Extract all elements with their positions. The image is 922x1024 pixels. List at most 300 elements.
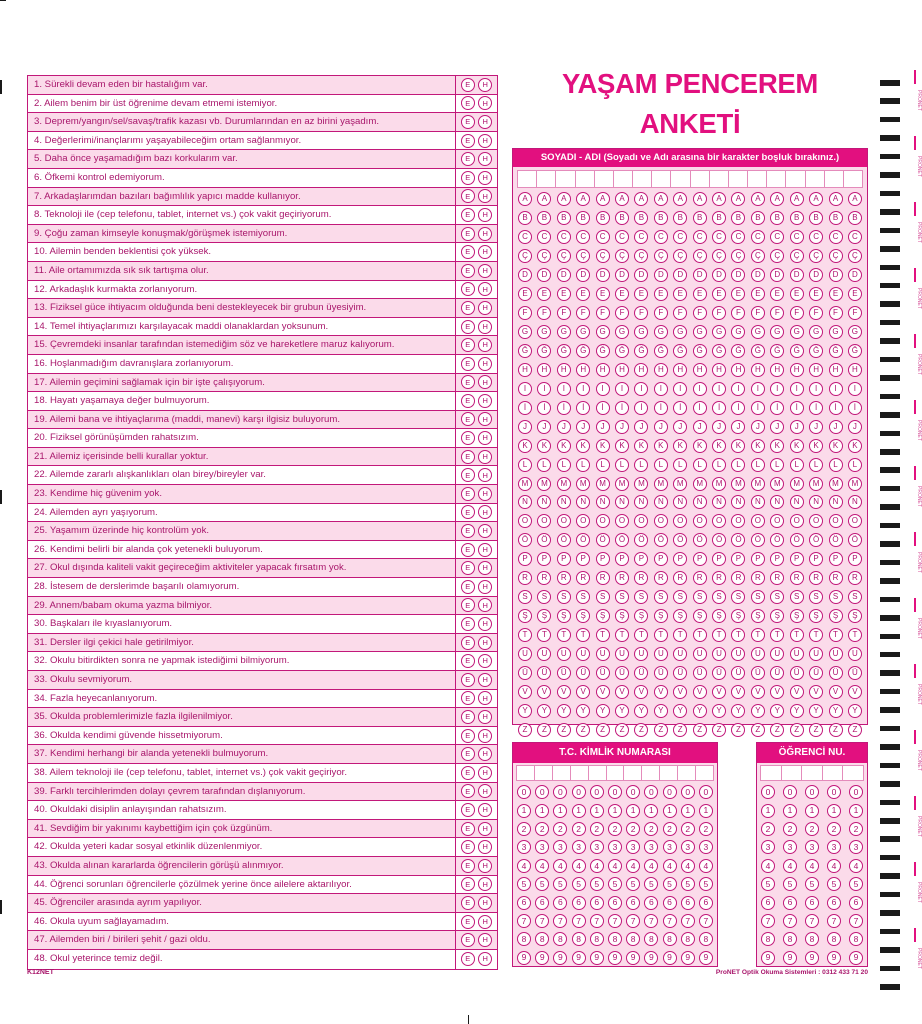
answer-bubble-h[interactable]: H	[478, 282, 492, 296]
letter-bubble[interactable]: P	[673, 552, 687, 566]
letter-bubble[interactable]: Ö	[770, 533, 784, 547]
answer-bubble-e[interactable]: E	[461, 580, 475, 594]
tc-digit-bubble[interactable]: 1	[572, 804, 586, 818]
letter-bubble[interactable]: Y	[673, 704, 687, 718]
tc-digit-bubble[interactable]: 1	[681, 804, 695, 818]
tc-digit-bubble[interactable]: 0	[663, 785, 677, 799]
letter-bubble[interactable]: İ	[673, 401, 687, 415]
letter-bubble[interactable]: E	[693, 287, 707, 301]
letter-bubble[interactable]: Ç	[654, 249, 668, 263]
letter-bubble[interactable]: I	[693, 382, 707, 396]
letter-bubble[interactable]: A	[673, 192, 687, 206]
letter-bubble[interactable]: A	[809, 192, 823, 206]
letter-bubble[interactable]: E	[557, 287, 571, 301]
letter-bubble[interactable]: P	[557, 552, 571, 566]
tc-write-cell[interactable]	[607, 766, 625, 780]
letter-bubble[interactable]: Z	[809, 723, 823, 737]
letter-bubble[interactable]: İ	[809, 401, 823, 415]
letter-bubble[interactable]: L	[751, 458, 765, 472]
letter-bubble[interactable]: Ç	[770, 249, 784, 263]
letter-bubble[interactable]: J	[751, 420, 765, 434]
tc-digit-bubble[interactable]: 5	[699, 877, 713, 891]
tc-digit-bubble[interactable]: 2	[553, 822, 567, 836]
tc-digit-bubble[interactable]: 3	[517, 840, 531, 854]
tc-digit-bubble[interactable]: 4	[517, 859, 531, 873]
letter-bubble[interactable]: A	[557, 192, 571, 206]
letter-bubble[interactable]: F	[654, 306, 668, 320]
letter-bubble[interactable]: M	[634, 477, 648, 491]
name-write-cell[interactable]	[576, 171, 595, 187]
letter-bubble[interactable]: F	[576, 306, 590, 320]
letter-bubble[interactable]: N	[596, 495, 610, 509]
tc-digit-bubble[interactable]: 7	[535, 914, 549, 928]
letter-bubble[interactable]: Ç	[615, 249, 629, 263]
tc-write-cell[interactable]	[642, 766, 660, 780]
tc-digit-bubble[interactable]: 7	[590, 914, 604, 928]
letter-bubble[interactable]: O	[634, 514, 648, 528]
letter-bubble[interactable]: U	[693, 647, 707, 661]
letter-bubble[interactable]: Y	[518, 704, 532, 718]
letter-bubble[interactable]: H	[537, 363, 551, 377]
letter-bubble[interactable]: Ö	[576, 533, 590, 547]
letter-bubble[interactable]: V	[518, 685, 532, 699]
tc-digit-bubble[interactable]: 3	[626, 840, 640, 854]
letter-bubble[interactable]: U	[634, 647, 648, 661]
letter-bubble[interactable]: U	[790, 647, 804, 661]
letter-bubble[interactable]: A	[848, 192, 862, 206]
answer-bubble-e[interactable]: E	[461, 468, 475, 482]
name-write-cell[interactable]	[786, 171, 805, 187]
letter-bubble[interactable]: S	[537, 590, 551, 604]
answer-bubble-e[interactable]: E	[461, 896, 475, 910]
letter-bubble[interactable]: K	[731, 439, 745, 453]
letter-bubble[interactable]: T	[673, 628, 687, 642]
letter-bubble[interactable]: Ğ	[634, 344, 648, 358]
letter-bubble[interactable]: Ü	[829, 666, 843, 680]
letter-bubble[interactable]: O	[770, 514, 784, 528]
letter-bubble[interactable]: R	[809, 571, 823, 585]
student-number-write-cell[interactable]	[802, 766, 823, 780]
tc-digit-bubble[interactable]: 6	[626, 896, 640, 910]
letter-bubble[interactable]: İ	[731, 401, 745, 415]
letter-bubble[interactable]: B	[829, 211, 843, 225]
letter-bubble[interactable]: I	[712, 382, 726, 396]
letter-bubble[interactable]: Z	[518, 723, 532, 737]
student-number-digit-bubble[interactable]: 9	[783, 951, 797, 965]
letter-bubble[interactable]: C	[693, 230, 707, 244]
letter-bubble[interactable]: F	[829, 306, 843, 320]
letter-bubble[interactable]: P	[712, 552, 726, 566]
answer-bubble-e[interactable]: E	[461, 357, 475, 371]
letter-bubble[interactable]: I	[557, 382, 571, 396]
letter-bubble[interactable]: S	[712, 590, 726, 604]
tc-digit-bubble[interactable]: 2	[644, 822, 658, 836]
letter-bubble[interactable]: Ş	[634, 609, 648, 623]
letter-bubble[interactable]: K	[518, 439, 532, 453]
letter-bubble[interactable]: Z	[615, 723, 629, 737]
student-number-digit-bubble[interactable]: 3	[805, 840, 819, 854]
tc-digit-bubble[interactable]: 2	[590, 822, 604, 836]
letter-bubble[interactable]: G	[673, 325, 687, 339]
letter-bubble[interactable]: G	[770, 325, 784, 339]
letter-bubble[interactable]: Y	[615, 704, 629, 718]
answer-bubble-e[interactable]: E	[461, 561, 475, 575]
answer-bubble-h[interactable]: H	[478, 747, 492, 761]
tc-digit-bubble[interactable]: 5	[572, 877, 586, 891]
letter-bubble[interactable]: N	[537, 495, 551, 509]
letter-bubble[interactable]: R	[751, 571, 765, 585]
letter-bubble[interactable]: Ş	[770, 609, 784, 623]
letter-bubble[interactable]: B	[731, 211, 745, 225]
letter-bubble[interactable]: R	[829, 571, 843, 585]
letter-bubble[interactable]: S	[576, 590, 590, 604]
letter-bubble[interactable]: T	[848, 628, 862, 642]
student-number-digit-bubble[interactable]: 0	[849, 785, 863, 799]
letter-bubble[interactable]: V	[751, 685, 765, 699]
letter-bubble[interactable]: N	[576, 495, 590, 509]
letter-bubble[interactable]: E	[809, 287, 823, 301]
student-number-digit-bubble[interactable]: 1	[783, 804, 797, 818]
letter-bubble[interactable]: F	[790, 306, 804, 320]
tc-digit-bubble[interactable]: 6	[663, 896, 677, 910]
letter-bubble[interactable]: İ	[770, 401, 784, 415]
letter-bubble[interactable]: N	[770, 495, 784, 509]
letter-bubble[interactable]: N	[790, 495, 804, 509]
student-number-digit-bubble[interactable]: 2	[827, 822, 841, 836]
answer-bubble-h[interactable]: H	[478, 840, 492, 854]
letter-bubble[interactable]: D	[829, 268, 843, 282]
tc-digit-bubble[interactable]: 9	[644, 951, 658, 965]
letter-bubble[interactable]: V	[693, 685, 707, 699]
letter-bubble[interactable]: L	[576, 458, 590, 472]
tc-digit-bubble[interactable]: 4	[644, 859, 658, 873]
letter-bubble[interactable]: B	[557, 211, 571, 225]
letter-bubble[interactable]: Y	[576, 704, 590, 718]
tc-digit-bubble[interactable]: 7	[572, 914, 586, 928]
letter-bubble[interactable]: O	[790, 514, 804, 528]
letter-bubble[interactable]: J	[770, 420, 784, 434]
letter-bubble[interactable]: F	[557, 306, 571, 320]
letter-bubble[interactable]: G	[576, 325, 590, 339]
letter-bubble[interactable]: M	[712, 477, 726, 491]
answer-bubble-h[interactable]: H	[478, 580, 492, 594]
letter-bubble[interactable]: B	[673, 211, 687, 225]
letter-bubble[interactable]: B	[654, 211, 668, 225]
student-number-digit-bubble[interactable]: 6	[805, 896, 819, 910]
letter-bubble[interactable]: L	[654, 458, 668, 472]
letter-bubble[interactable]: D	[751, 268, 765, 282]
letter-bubble[interactable]: İ	[790, 401, 804, 415]
tc-digit-bubble[interactable]: 1	[626, 804, 640, 818]
answer-bubble-e[interactable]: E	[461, 115, 475, 129]
letter-bubble[interactable]: P	[654, 552, 668, 566]
answer-bubble-h[interactable]: H	[478, 766, 492, 780]
letter-bubble[interactable]: Z	[576, 723, 590, 737]
letter-bubble[interactable]: V	[809, 685, 823, 699]
letter-bubble[interactable]: M	[576, 477, 590, 491]
letter-bubble[interactable]: G	[712, 325, 726, 339]
letter-bubble[interactable]: İ	[557, 401, 571, 415]
answer-bubble-e[interactable]: E	[461, 673, 475, 687]
tc-digit-bubble[interactable]: 9	[590, 951, 604, 965]
letter-bubble[interactable]: E	[829, 287, 843, 301]
student-number-digit-bubble[interactable]: 2	[849, 822, 863, 836]
name-write-cell[interactable]	[844, 171, 862, 187]
letter-bubble[interactable]: Ö	[654, 533, 668, 547]
answer-bubble-h[interactable]: H	[478, 543, 492, 557]
letter-bubble[interactable]: Ö	[596, 533, 610, 547]
letter-bubble[interactable]: Ş	[848, 609, 862, 623]
tc-digit-bubble[interactable]: 8	[608, 932, 622, 946]
letter-bubble[interactable]: Ö	[731, 533, 745, 547]
answer-bubble-e[interactable]: E	[461, 208, 475, 222]
answer-bubble-e[interactable]: E	[461, 134, 475, 148]
tc-digit-bubble[interactable]: 7	[663, 914, 677, 928]
letter-bubble[interactable]: O	[673, 514, 687, 528]
student-number-digit-bubble[interactable]: 8	[783, 932, 797, 946]
letter-bubble[interactable]: L	[596, 458, 610, 472]
letter-bubble[interactable]: Ğ	[693, 344, 707, 358]
letter-bubble[interactable]: M	[693, 477, 707, 491]
letter-bubble[interactable]: Ç	[693, 249, 707, 263]
letter-bubble[interactable]: V	[557, 685, 571, 699]
letter-bubble[interactable]: G	[829, 325, 843, 339]
letter-bubble[interactable]: V	[790, 685, 804, 699]
letter-bubble[interactable]: S	[829, 590, 843, 604]
letter-bubble[interactable]: Ü	[537, 666, 551, 680]
letter-bubble[interactable]: G	[751, 325, 765, 339]
letter-bubble[interactable]: Ş	[576, 609, 590, 623]
tc-digit-bubble[interactable]: 7	[608, 914, 622, 928]
answer-bubble-e[interactable]: E	[461, 189, 475, 203]
student-number-digit-bubble[interactable]: 1	[761, 804, 775, 818]
letter-bubble[interactable]: Ö	[790, 533, 804, 547]
tc-digit-bubble[interactable]: 6	[699, 896, 713, 910]
letter-bubble[interactable]: Ğ	[576, 344, 590, 358]
letter-bubble[interactable]: H	[596, 363, 610, 377]
answer-bubble-e[interactable]: E	[461, 803, 475, 817]
letter-bubble[interactable]: C	[615, 230, 629, 244]
letter-bubble[interactable]: K	[654, 439, 668, 453]
letter-bubble[interactable]: M	[557, 477, 571, 491]
letter-bubble[interactable]: Y	[770, 704, 784, 718]
letter-bubble[interactable]: N	[848, 495, 862, 509]
letter-bubble[interactable]: I	[576, 382, 590, 396]
answer-bubble-e[interactable]: E	[461, 450, 475, 464]
letter-bubble[interactable]: K	[596, 439, 610, 453]
answer-bubble-h[interactable]: H	[478, 673, 492, 687]
answer-bubble-h[interactable]: H	[478, 208, 492, 222]
answer-bubble-h[interactable]: H	[478, 617, 492, 631]
answer-bubble-e[interactable]: E	[461, 338, 475, 352]
letter-bubble[interactable]: D	[654, 268, 668, 282]
answer-bubble-h[interactable]: H	[478, 933, 492, 947]
answer-bubble-h[interactable]: H	[478, 691, 492, 705]
answer-bubble-e[interactable]: E	[461, 152, 475, 166]
tc-digit-bubble[interactable]: 0	[517, 785, 531, 799]
letter-bubble[interactable]: Ü	[751, 666, 765, 680]
letter-bubble[interactable]: Ü	[731, 666, 745, 680]
letter-bubble[interactable]: D	[712, 268, 726, 282]
tc-digit-bubble[interactable]: 3	[699, 840, 713, 854]
tc-digit-bubble[interactable]: 8	[517, 932, 531, 946]
student-number-digit-bubble[interactable]: 9	[761, 951, 775, 965]
letter-bubble[interactable]: J	[673, 420, 687, 434]
letter-bubble[interactable]: C	[848, 230, 862, 244]
letter-bubble[interactable]: Z	[770, 723, 784, 737]
letter-bubble[interactable]: G	[518, 325, 532, 339]
letter-bubble[interactable]: P	[615, 552, 629, 566]
letter-bubble[interactable]: R	[557, 571, 571, 585]
letter-bubble[interactable]: B	[576, 211, 590, 225]
letter-bubble[interactable]: İ	[596, 401, 610, 415]
tc-digit-bubble[interactable]: 6	[644, 896, 658, 910]
letter-bubble[interactable]: Ğ	[731, 344, 745, 358]
letter-bubble[interactable]: P	[693, 552, 707, 566]
letter-bubble[interactable]: D	[731, 268, 745, 282]
student-number-digit-bubble[interactable]: 0	[761, 785, 775, 799]
tc-digit-bubble[interactable]: 9	[572, 951, 586, 965]
student-number-digit-bubble[interactable]: 8	[805, 932, 819, 946]
letter-bubble[interactable]: Z	[829, 723, 843, 737]
letter-bubble[interactable]: N	[712, 495, 726, 509]
letter-bubble[interactable]: U	[673, 647, 687, 661]
letter-bubble[interactable]: S	[518, 590, 532, 604]
letter-bubble[interactable]: T	[693, 628, 707, 642]
letter-bubble[interactable]: C	[829, 230, 843, 244]
tc-write-cell[interactable]	[589, 766, 607, 780]
letter-bubble[interactable]: H	[615, 363, 629, 377]
letter-bubble[interactable]: Z	[751, 723, 765, 737]
answer-bubble-h[interactable]: H	[478, 431, 492, 445]
tc-digit-bubble[interactable]: 0	[572, 785, 586, 799]
letter-bubble[interactable]: J	[615, 420, 629, 434]
letter-bubble[interactable]: S	[693, 590, 707, 604]
letter-bubble[interactable]: D	[518, 268, 532, 282]
letter-bubble[interactable]: D	[693, 268, 707, 282]
letter-bubble[interactable]: O	[615, 514, 629, 528]
letter-bubble[interactable]: F	[751, 306, 765, 320]
letter-bubble[interactable]: L	[809, 458, 823, 472]
letter-bubble[interactable]: Y	[596, 704, 610, 718]
letter-bubble[interactable]: N	[693, 495, 707, 509]
student-number-digit-bubble[interactable]: 7	[827, 914, 841, 928]
letter-bubble[interactable]: İ	[829, 401, 843, 415]
tc-digit-bubble[interactable]: 4	[626, 859, 640, 873]
letter-bubble[interactable]: G	[693, 325, 707, 339]
student-number-digit-bubble[interactable]: 0	[827, 785, 841, 799]
tc-digit-bubble[interactable]: 9	[699, 951, 713, 965]
tc-digit-bubble[interactable]: 3	[572, 840, 586, 854]
student-number-digit-bubble[interactable]: 5	[761, 877, 775, 891]
letter-bubble[interactable]: B	[693, 211, 707, 225]
letter-bubble[interactable]: B	[518, 211, 532, 225]
letter-bubble[interactable]: T	[634, 628, 648, 642]
letter-bubble[interactable]: Z	[673, 723, 687, 737]
letter-bubble[interactable]: Ğ	[615, 344, 629, 358]
letter-bubble[interactable]: Ö	[848, 533, 862, 547]
tc-digit-bubble[interactable]: 0	[626, 785, 640, 799]
student-number-digit-bubble[interactable]: 6	[761, 896, 775, 910]
letter-bubble[interactable]: F	[848, 306, 862, 320]
letter-bubble[interactable]: D	[634, 268, 648, 282]
letter-bubble[interactable]: T	[537, 628, 551, 642]
letter-bubble[interactable]: M	[518, 477, 532, 491]
letter-bubble[interactable]: C	[537, 230, 551, 244]
answer-bubble-e[interactable]: E	[461, 784, 475, 798]
student-number-write-cell[interactable]	[761, 766, 782, 780]
letter-bubble[interactable]: Ç	[596, 249, 610, 263]
student-number-digit-bubble[interactable]: 9	[849, 951, 863, 965]
letter-bubble[interactable]: A	[751, 192, 765, 206]
answer-bubble-h[interactable]: H	[478, 598, 492, 612]
letter-bubble[interactable]: U	[537, 647, 551, 661]
letter-bubble[interactable]: P	[809, 552, 823, 566]
answer-bubble-h[interactable]: H	[478, 357, 492, 371]
letter-bubble[interactable]: D	[673, 268, 687, 282]
letter-bubble[interactable]: J	[712, 420, 726, 434]
letter-bubble[interactable]: Ğ	[751, 344, 765, 358]
name-write-cell[interactable]	[556, 171, 575, 187]
tc-digit-bubble[interactable]: 9	[553, 951, 567, 965]
letter-bubble[interactable]: R	[770, 571, 784, 585]
letter-bubble[interactable]: U	[770, 647, 784, 661]
answer-bubble-h[interactable]: H	[478, 134, 492, 148]
student-number-digit-bubble[interactable]: 1	[849, 804, 863, 818]
letter-bubble[interactable]: J	[518, 420, 532, 434]
letter-bubble[interactable]: R	[654, 571, 668, 585]
letter-bubble[interactable]: Ç	[848, 249, 862, 263]
answer-bubble-h[interactable]: H	[478, 171, 492, 185]
letter-bubble[interactable]: T	[654, 628, 668, 642]
tc-write-cell[interactable]	[571, 766, 589, 780]
tc-digit-bubble[interactable]: 4	[681, 859, 695, 873]
letter-bubble[interactable]: H	[634, 363, 648, 377]
letter-bubble[interactable]: Ç	[790, 249, 804, 263]
tc-digit-bubble[interactable]: 2	[626, 822, 640, 836]
letter-bubble[interactable]: Ü	[634, 666, 648, 680]
letter-bubble[interactable]: Ğ	[673, 344, 687, 358]
tc-digit-bubble[interactable]: 1	[535, 804, 549, 818]
letter-bubble[interactable]: F	[537, 306, 551, 320]
letter-bubble[interactable]: H	[790, 363, 804, 377]
tc-digit-bubble[interactable]: 5	[590, 877, 604, 891]
letter-bubble[interactable]: Z	[537, 723, 551, 737]
letter-bubble[interactable]: Ç	[712, 249, 726, 263]
tc-digit-bubble[interactable]: 3	[663, 840, 677, 854]
answer-bubble-h[interactable]: H	[478, 915, 492, 929]
letter-bubble[interactable]: B	[596, 211, 610, 225]
letter-bubble[interactable]: Ü	[712, 666, 726, 680]
letter-bubble[interactable]: J	[848, 420, 862, 434]
letter-bubble[interactable]: V	[731, 685, 745, 699]
student-number-digit-bubble[interactable]: 1	[805, 804, 819, 818]
tc-digit-bubble[interactable]: 5	[535, 877, 549, 891]
letter-bubble[interactable]: T	[557, 628, 571, 642]
tc-digit-bubble[interactable]: 8	[644, 932, 658, 946]
letter-bubble[interactable]: E	[751, 287, 765, 301]
student-number-digit-bubble[interactable]: 7	[783, 914, 797, 928]
answer-bubble-h[interactable]: H	[478, 450, 492, 464]
student-number-write-cell[interactable]	[823, 766, 844, 780]
letter-bubble[interactable]: J	[596, 420, 610, 434]
letter-bubble[interactable]: D	[615, 268, 629, 282]
tc-digit-bubble[interactable]: 3	[553, 840, 567, 854]
letter-bubble[interactable]: B	[751, 211, 765, 225]
letter-bubble[interactable]: V	[654, 685, 668, 699]
letter-bubble[interactable]: P	[596, 552, 610, 566]
letter-bubble[interactable]: V	[770, 685, 784, 699]
